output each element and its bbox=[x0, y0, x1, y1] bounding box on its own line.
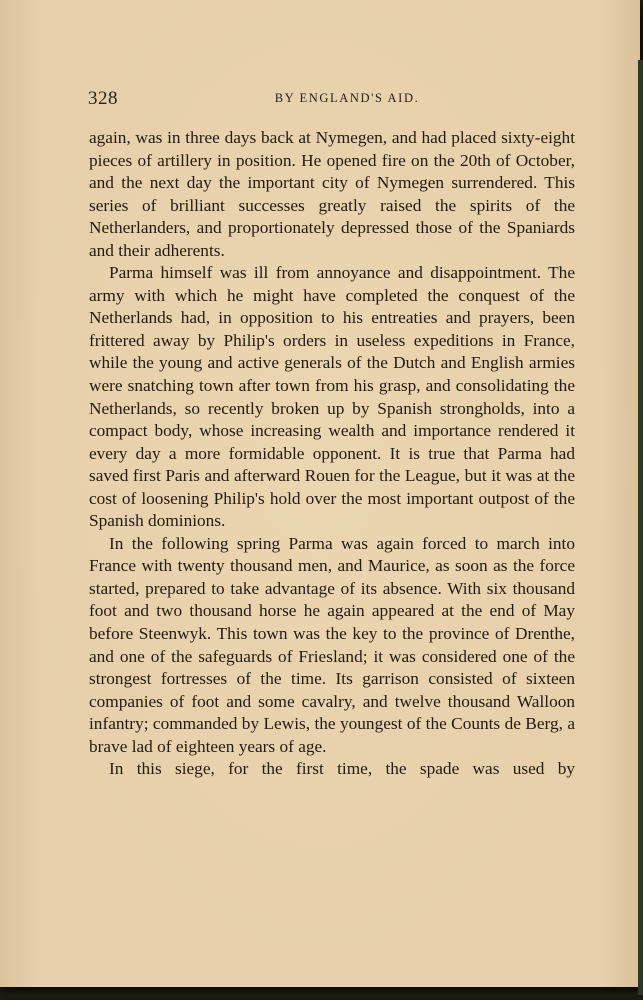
paragraph: In this siege, for the first time, the spade was used by bbox=[109, 759, 575, 779]
paragraph: In the following spring Parma was again forced to march into France with twenty thousand men, and Maurice, as soon as the force started, prepared to take advantage of its absence. With six thousand foot and two thousand horse he again appeared at the end of May before Steenwyk. This town was the key to the province of Drenthe, and one of the safeguards of Friesland; it was considered one of the strongest fortresses of the time. Its garrison consisted of sixteen companies of foot and some cavalry, and twelve thousand Walloon infantry; commanded by Lewis, the youngest of the Counts de Berg, a brave lad of eighteen years of age. bbox=[89, 533, 575, 756]
body-text bbox=[89, 127, 575, 781]
running-title: BY ENGLAND'S AID. bbox=[274, 91, 420, 105]
running-head bbox=[88, 88, 576, 112]
paragraph: again, was in three days back at Nymegen, and had placed sixty-eight pieces of artillery in position. He opened fire on the 20th of October, and the next day the important city of Nymegen surrendered. This series of brilliant successes greatly raised the spirits of the Netherlanders, and proportionately depressed those of the Spaniards and their adherents. bbox=[89, 128, 575, 260]
page-edge bbox=[638, 60, 643, 995]
page-number: 328 bbox=[88, 88, 118, 109]
paragraph: Parma himself was ill from annoyance and disappointment. The army with which he might have completed the conquest of the Netherlands had, in opposition to his entreaties and prayers, been frittered away by Philip's orders in useless expeditions in France, while the young and active generals of the Dutch and English armies were snatching town after town from his grasp, and consolidating the Netherlands, so recently broken up by Spanish strongholds, into a compact body, whose increasing wealth and importance rendered it every day a more formidable opponent. It is true that Parma had saved first Paris and afterward Rouen for the League, but it was at the cost of loosening Philip's hold over the most important outpost of the Spanish dominions. bbox=[89, 263, 575, 531]
